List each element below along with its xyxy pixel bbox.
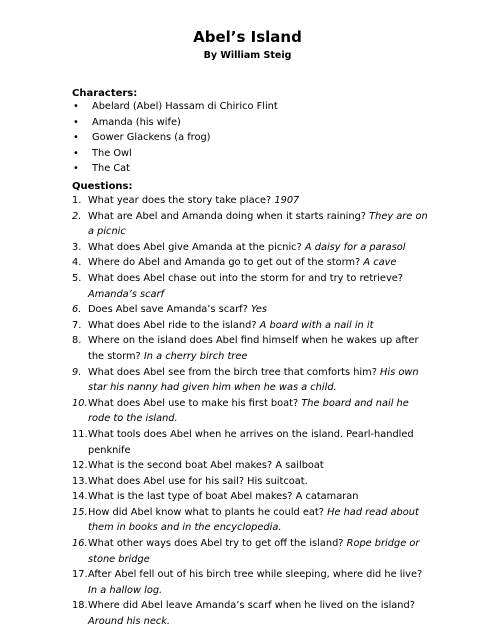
bullet-icon: •	[73, 147, 79, 159]
question-item	[72, 365, 432, 396]
character-item: • The Owl	[72, 146, 278, 162]
character-item: • The Cat	[72, 161, 278, 177]
question-item	[72, 489, 432, 505]
answer-text: A catamaran	[295, 491, 359, 503]
answer-text: In a hallow log.	[88, 584, 163, 596]
question-item	[72, 427, 432, 458]
bullet-icon: •	[73, 101, 79, 112]
question-item	[72, 598, 432, 629]
answer-text: Pearl-handled penknife	[88, 428, 414, 456]
question-text: What does Abel ride to the island?	[88, 319, 257, 331]
question-number: 10.	[72, 397, 88, 409]
answer-text: A daisy for a parasol	[304, 241, 406, 253]
question-number: 5.	[72, 272, 82, 284]
question-text: What tools does Abel when he arrives on the island.	[88, 428, 344, 440]
question-text: What does Abel see from the birch tree that comforts him?	[88, 366, 377, 378]
answer-text: 1907	[274, 195, 300, 206]
answer-text: A board with a nail in it	[259, 319, 374, 331]
question-number: 8.	[72, 335, 82, 347]
answer-text: He had read about them in books and in the encyclopedia.	[88, 506, 419, 534]
question-item	[72, 271, 432, 302]
question-text: Where do Abel and Amanda go to get out of the storm?	[88, 257, 361, 269]
question-text: Where on the island does Abel find himself when he wakes up after the storm?	[88, 335, 419, 362]
bullet-icon: •	[73, 132, 79, 144]
question-text: What is the last type of boat Abel makes?	[88, 491, 293, 503]
question-number: 13.	[72, 475, 88, 487]
question-number: 3.	[72, 241, 82, 253]
question-number: 16.	[72, 538, 88, 550]
question-text: What does Abel use to make his first boat?	[88, 397, 299, 409]
question-item	[72, 302, 432, 318]
question-number: 14.	[72, 491, 88, 503]
characters-heading: Characters:	[72, 88, 138, 99]
question-item	[72, 333, 432, 364]
answer-text: His suitcoat.	[247, 475, 308, 487]
question-item	[72, 193, 432, 209]
question-text: What are Abel and Amanda doing when it starts raining?	[88, 210, 367, 222]
question-text: What does Abel give Amanda at the picnic?	[88, 241, 302, 253]
answer-text: A cave	[363, 257, 397, 269]
answer-text: Amanda’s scarf	[88, 288, 164, 300]
bullet-icon: •	[73, 116, 79, 128]
question-item	[72, 505, 432, 536]
question-number: 2.	[72, 210, 82, 222]
question-text: What year does the story take place?	[88, 195, 272, 206]
questions-heading: Questions:	[72, 181, 133, 192]
question-text: What is the second boat Abel makes?	[88, 460, 273, 472]
question-number: 1.	[72, 195, 82, 206]
question-text: How did Abel know what to plants he could eat?	[88, 506, 324, 518]
character-item: • Amanda (his wife)	[72, 115, 278, 131]
question-item	[72, 318, 432, 334]
question-text: After Abel fell out of his birch tree while sleeping, where did he live?	[88, 569, 423, 581]
answer-text: Rope bridge or stone bridge	[88, 538, 420, 565]
question-number: 9.	[72, 366, 82, 378]
question-item	[72, 209, 432, 240]
question-number: 6.	[72, 304, 82, 316]
question-number: 17.	[72, 569, 88, 581]
answer-text: In a cherry birch tree	[143, 350, 248, 362]
question-item	[72, 536, 432, 567]
answer-text: A sailboat	[275, 460, 324, 472]
characters-list	[72, 99, 278, 177]
question-text: Does Abel save Amanda’s scarf?	[88, 304, 248, 316]
character-item: • Abelard (Abel) Hassam di Chirico Flint	[72, 99, 278, 115]
question-text: Where did Abel leave Amanda’s scarf when he lived on the island?	[88, 600, 415, 612]
document-author: By William Steig	[203, 50, 292, 61]
question-number: 18.	[72, 600, 88, 612]
questions-list	[72, 193, 432, 630]
question-text: What does Abel use for his sail?	[88, 475, 245, 487]
question-item	[72, 240, 432, 256]
question-text: What other ways does Abel try to get off the island?	[88, 538, 344, 550]
question-item	[72, 255, 432, 271]
question-item	[72, 396, 432, 427]
question-number: 11.	[72, 428, 88, 440]
document-title: Abel’s Island	[193, 28, 302, 46]
question-number: 7.	[72, 319, 82, 331]
question-text: What does Abel chase out into the storm for and try to retrieve?	[88, 272, 403, 284]
question-item	[72, 474, 432, 490]
answer-text: Yes	[250, 304, 267, 316]
answer-text: Around his neck.	[88, 616, 171, 628]
answer-text: The board and nail he rode to the island.	[88, 397, 409, 425]
character-item: • Gower Glackens (a frog)	[72, 130, 278, 146]
question-number: 4.	[72, 257, 82, 269]
answer-text: His own star his nanny had given him when he was a child.	[88, 366, 419, 394]
question-number: 15.	[72, 506, 88, 518]
answer-text: They are on a picnic	[88, 210, 428, 238]
bullet-icon: •	[73, 163, 79, 175]
question-item	[72, 458, 432, 474]
question-item	[72, 567, 432, 598]
question-number: 12.	[72, 460, 88, 472]
